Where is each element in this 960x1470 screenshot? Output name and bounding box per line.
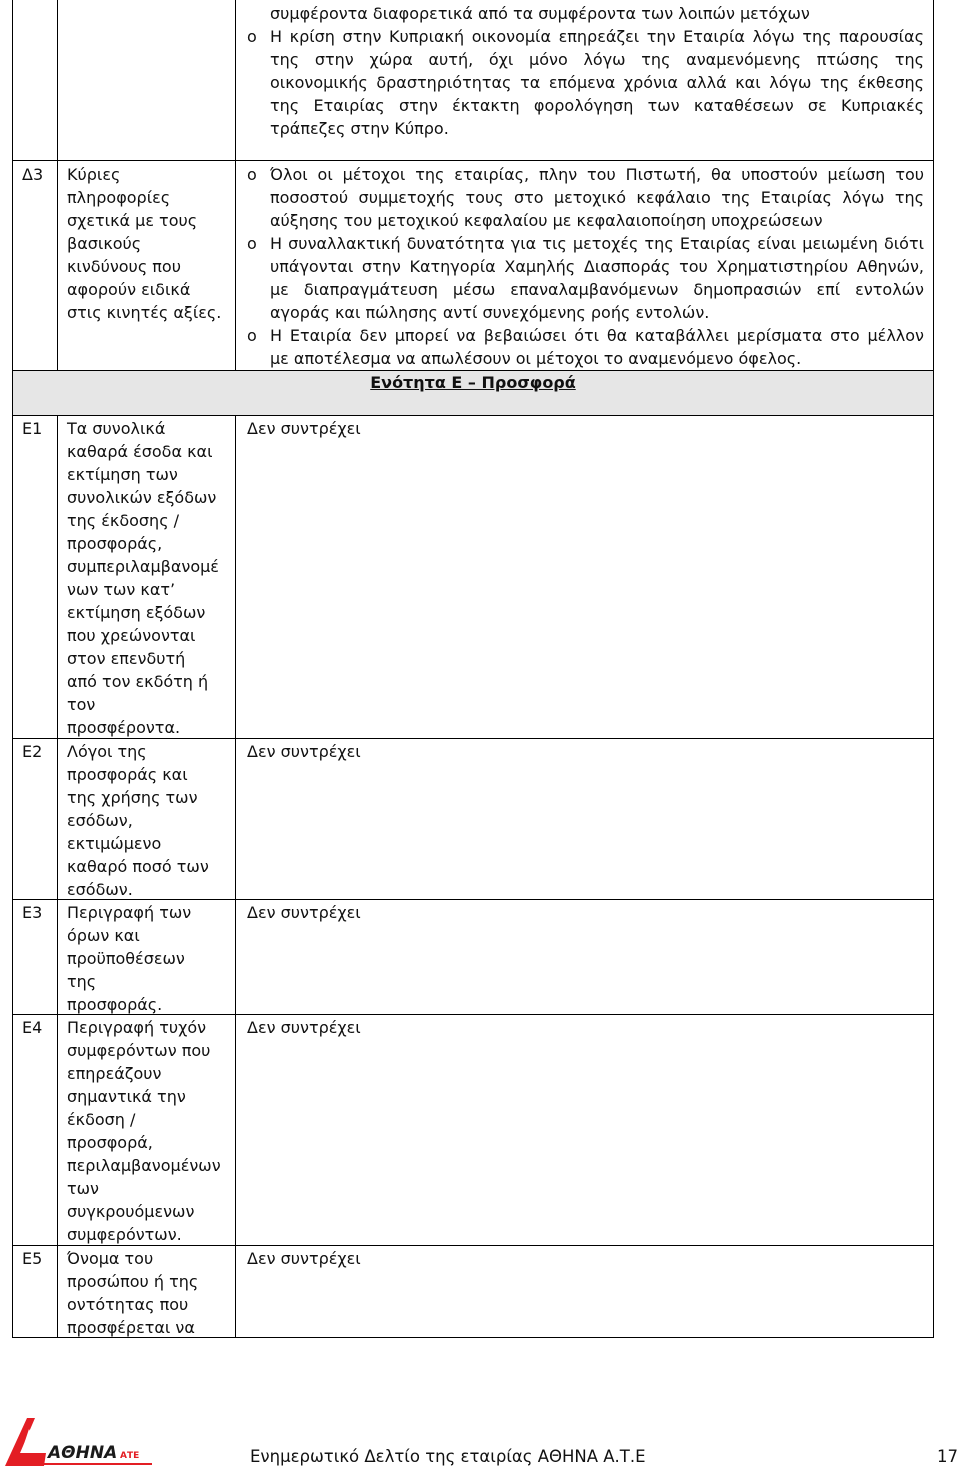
bullet-marker: o — [247, 165, 257, 184]
row-description-cell — [58, 161, 236, 370]
row-content-cell — [236, 900, 933, 1014]
text-line: της Εταιρίας στην έκτακτη φορολόγηση των καταθέσεων σε Κυπριακές — [270, 96, 924, 115]
description-line: προσφοράς. — [67, 995, 163, 1014]
footer-title: Ενημερωτικό Δελτίο της εταιρίας ΑΘΗΝΑ Α.Τ.Ε — [250, 1447, 646, 1466]
description-line: προϋποθέσεων — [67, 949, 185, 968]
row-description-cell — [58, 1246, 236, 1337]
row-content-cell — [236, 1246, 933, 1337]
row-content-cell — [236, 416, 933, 738]
row-description-cell — [58, 416, 236, 738]
description-line: της — [67, 972, 97, 991]
description-line: Λόγοι της — [67, 742, 147, 761]
text-line: αύξησης του μετοχικού κεφαλαίου με κεφαλαιοποίηση υποχρεώσεων — [270, 211, 823, 230]
company-logo — [2, 1413, 154, 1469]
row-description-cell — [58, 900, 236, 1014]
row-description-cell — [58, 0, 236, 160]
text-line: Η κρίση στην Κυπριακή οικονομία επηρεάζει την Εταιρία λόγω της παρουσίας — [270, 27, 924, 46]
table-row-e2 — [12, 738, 934, 900]
description-line: εκτίμηση εξόδων — [67, 603, 206, 622]
description-line: περιλαμβανομένων — [67, 1156, 221, 1175]
row-code: Ε1 — [22, 419, 43, 438]
bullet-marker: o — [247, 27, 257, 46]
description-line: συμφερόντων. — [67, 1225, 182, 1244]
description-line: προσφοράς, — [67, 534, 163, 553]
description-line: Όνομα του — [67, 1249, 154, 1268]
row-content-text: Δεν συντρέχει — [247, 903, 361, 922]
description-line: της χρήσης των — [67, 788, 198, 807]
description-line: συμπεριλαμβανομέ — [67, 557, 219, 576]
row-content-cell — [236, 0, 933, 160]
description-line: τον — [67, 695, 96, 714]
description-line: όρων και — [67, 926, 140, 945]
description-line: αφορούν ειδικά — [67, 280, 191, 299]
bullet-item — [247, 324, 924, 370]
description-line: εσόδων, — [67, 811, 133, 830]
text-line: ποσοστού συμμετοχής τους στο μετοχικό κεφάλαιο της Εταιρίας λόγω της — [270, 188, 924, 207]
description-line: προσφορά, — [67, 1133, 153, 1152]
description-line: Περιγραφή των — [67, 903, 192, 922]
row-content-text: Δεν συντρέχει — [247, 1249, 361, 1268]
row-code-cell — [13, 900, 58, 1014]
description-line: στον επενδυτή — [67, 649, 186, 668]
logo-suffix: ΑΤΕ — [120, 1451, 140, 1461]
row-content-cell — [236, 1015, 933, 1245]
section-header-row — [12, 370, 934, 416]
description-line: σημαντικά την — [67, 1087, 186, 1106]
description-line: έκδοση / — [67, 1110, 136, 1129]
description-line: νων των κατ’ — [67, 580, 176, 599]
row-code-cell — [13, 161, 58, 370]
row-content-text: Δεν συντρέχει — [247, 419, 361, 438]
description-line: βασικούς — [67, 234, 142, 253]
description-line: συνολικών εξόδων — [67, 488, 217, 507]
row-code: Ε5 — [22, 1249, 43, 1268]
text-line: της στην χώρα αυτή, όχι μόνο λόγω της αναμενόμενης πτώσης της — [270, 50, 924, 69]
bullet-marker: o — [247, 234, 257, 253]
row-code-cell — [13, 1015, 58, 1245]
description-line: οντότητας που — [67, 1295, 189, 1314]
description-line: εκτίμηση των — [67, 465, 178, 484]
bullet-item — [247, 232, 924, 324]
row-content-cell — [236, 161, 933, 370]
section-title: Ενότητα Ε – Προσφορά — [370, 373, 576, 392]
table-row-d3 — [12, 160, 934, 371]
description-line: προσφοράς και — [67, 765, 188, 784]
description-line: προσφέροντα. — [67, 718, 181, 737]
description-line: κινδύνους που — [67, 257, 181, 276]
page-number: 17 — [937, 1447, 958, 1466]
description-line: που χρεώνονται — [67, 626, 196, 645]
table-row-e5 — [12, 1245, 934, 1338]
description-line: συγκρουόμενων — [67, 1202, 195, 1221]
table-row-e1 — [12, 415, 934, 739]
description-line: από τον εκδότη ή — [67, 672, 209, 691]
description-line: προσφέρεται να — [67, 1318, 195, 1337]
text-line: οικονομικής δραστηριότητας τα επόμενα χρόνια αλλά και λόγω της έκθεσης — [270, 73, 924, 92]
table-row-continuation — [12, 0, 934, 161]
description-line: Κύριες — [67, 165, 121, 184]
text-line: Η συναλλακτική δυνατότητα για τις μετοχές της Εταιρίας είναι μειωμένη διότι — [270, 234, 924, 253]
row-code: Ε3 — [22, 903, 43, 922]
description-line: στις κινητές αξίες. — [67, 303, 222, 322]
row-content-cell — [236, 739, 933, 899]
description-line: πληροφορίες — [67, 188, 171, 207]
paragraph — [247, 2, 924, 25]
text-line: Όλοι οι μέτοχοι της εταιρίας, πλην του Πιστωτή, θα υποστούν μείωση του — [270, 165, 924, 184]
row-code: Δ3 — [22, 165, 44, 184]
bullet-item — [247, 25, 924, 140]
table-row-e3 — [12, 899, 934, 1015]
row-content-text: Δεν συντρέχει — [247, 1018, 361, 1037]
description-line: των — [67, 1179, 99, 1198]
description-line: εκτιμώμενο — [67, 834, 162, 853]
text-line: με διαπραγμάτευση μέσω επαναλαμβανόμενων δημοπρασιών επί εντολών — [270, 280, 924, 299]
description-line: προσώπου ή της — [67, 1272, 199, 1291]
text-line: τράπεζες στην Κύπρο. — [270, 119, 449, 138]
text-line: συμφέροντα διαφορετικά από τα συμφέροντα των λοιπών μετόχων — [270, 4, 810, 23]
bullet-marker: o — [247, 326, 257, 345]
row-code: Ε4 — [22, 1018, 43, 1037]
row-code-cell — [13, 416, 58, 738]
bullet-item — [247, 163, 924, 232]
description-line: της έκδοσης / — [67, 511, 180, 530]
description-line: καθαρό ποσό των — [67, 857, 209, 876]
description-line: σχετικά με τους — [67, 211, 198, 230]
row-content-text: Δεν συντρέχει — [247, 742, 361, 761]
row-code: Ε2 — [22, 742, 43, 761]
description-line: καθαρά έσοδα και — [67, 442, 213, 461]
row-code-cell — [13, 1246, 58, 1337]
description-line: συμφερόντων που — [67, 1041, 211, 1060]
table-row-e4 — [12, 1014, 934, 1246]
description-line: Περιγραφή τυχόν — [67, 1018, 207, 1037]
description-line: επηρεάζουν — [67, 1064, 162, 1083]
row-code-cell — [13, 0, 58, 160]
text-line: αγοράς και πώλησης αντί συνεχόμενης ροής εντολών. — [270, 303, 710, 322]
text-line: Η Εταιρία δεν μπορεί να βεβαιώσει ότι θα καταβάλλει μερίσματα στο μέλλον — [270, 326, 924, 345]
text-line: με αποτέλεσμα να απωλέσουν οι μέτοχοι το αναμενόμενο όφελος. — [270, 349, 802, 368]
row-description-cell — [58, 1015, 236, 1245]
row-code-cell — [13, 739, 58, 899]
section-header — [13, 371, 933, 394]
logo-name: ΑΘΗΝΑ — [48, 1443, 118, 1463]
text-line: υπάγονται στην Κατηγορία Χαμηλής Διασποράς του Χρηματιστηρίου Αθηνών, — [270, 257, 924, 276]
description-line: εσόδων. — [67, 880, 133, 899]
row-description-cell — [58, 739, 236, 899]
description-line: Τα συνολικά — [67, 419, 166, 438]
